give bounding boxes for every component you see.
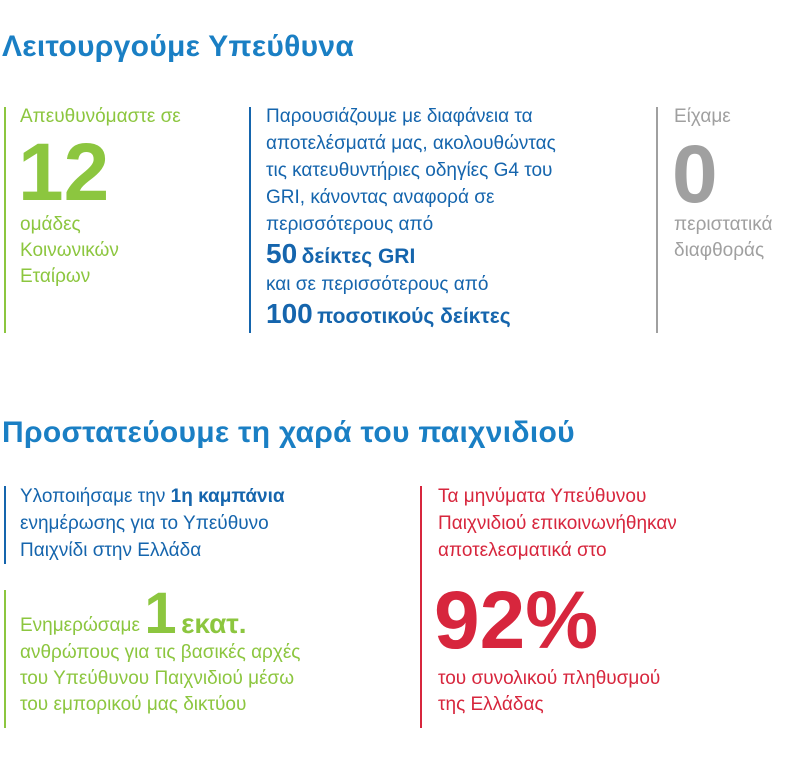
block1-pre: Υλοποιήσαμε την <box>20 486 171 507</box>
block3-line-2: Παιχνιδιού επικοινωνήθηκαν <box>438 513 677 534</box>
highlight-50-text: δείκτες GRI <box>301 245 416 268</box>
col2-mid: και σε περισσότερους από <box>266 274 489 295</box>
highlight-100-text: ποσοτικούς δείκτες <box>317 305 511 328</box>
highlight-50-gri <box>266 238 415 270</box>
block1-bold: 1η καμπάνια <box>170 486 285 507</box>
stat-1: 1 <box>144 581 177 646</box>
stat-92-percent: 92% <box>434 575 599 666</box>
block2-pre: Ενημερώσαμε <box>20 615 140 636</box>
highlight-100-number: 100 <box>266 298 313 329</box>
col1-intro: Απευθυνόμαστε σε <box>20 106 181 127</box>
block2-line-2: του Υπεύθυνου Παιχνιδιού μέσω <box>20 668 295 689</box>
divider-green-2 <box>4 590 6 728</box>
stat-0: 0 <box>672 129 718 220</box>
divider-blue-2 <box>4 486 6 564</box>
col2-line-5: περισσότερους από <box>266 214 434 235</box>
block2-line-1: ανθρώπους για τις βασικές αρχές <box>20 642 301 663</box>
col2-line-4: GRI, κάνοντας αναφορά σε <box>266 187 495 208</box>
col2-line-2: αποτελέσματά μας, ακολουθώντας <box>266 133 556 154</box>
col3-line-2: διαφθοράς <box>674 240 765 261</box>
col3-line-1: περιστατικά <box>674 214 773 235</box>
block3-line-4: του συνολικού πληθυσμού <box>438 668 661 689</box>
block2-unit: εκατ. <box>181 608 247 639</box>
col3-intro: Είχαμε <box>674 106 731 127</box>
highlight-50-number: 50 <box>266 238 298 269</box>
col1-line-3: Εταίρων <box>20 266 91 287</box>
divider-red <box>420 486 422 728</box>
block1-line-1 <box>20 484 285 510</box>
col1-line-2: Κοινωνικών <box>20 240 119 261</box>
stat-12: 12 <box>18 127 110 218</box>
divider-green <box>4 107 6 333</box>
divider-gray <box>656 107 658 333</box>
block3-line-3: αποτελεσματικά στο <box>438 540 607 561</box>
col2-line-3: τις κατευθυντήριες οδηγίες G4 του <box>266 160 553 181</box>
highlight-100-indicators <box>266 298 511 330</box>
section-title-responsible: Λειτουργούμε Υπεύθυνα <box>2 30 355 63</box>
block3-line-5: της Ελλάδας <box>438 694 544 715</box>
block2-headline <box>20 581 247 646</box>
block1-line-2: ενημέρωσης για το Υπεύθυνο <box>20 513 269 534</box>
col2-line-1: Παρουσιάζουμε με διαφάνεια τα <box>266 106 533 127</box>
block3-line-1: Τα μηνύματα Υπεύθυνου <box>438 486 647 507</box>
section-title-play: Προστατεύουμε τη χαρά του παιχνιδιού <box>2 416 575 449</box>
divider-blue <box>249 107 251 333</box>
col1-line-1: ομάδες <box>20 214 81 235</box>
block1-line-3: Παιχνίδι στην Ελλάδα <box>20 540 202 561</box>
block2-line-3: του εμπορικού μας δικτύου <box>20 694 247 715</box>
